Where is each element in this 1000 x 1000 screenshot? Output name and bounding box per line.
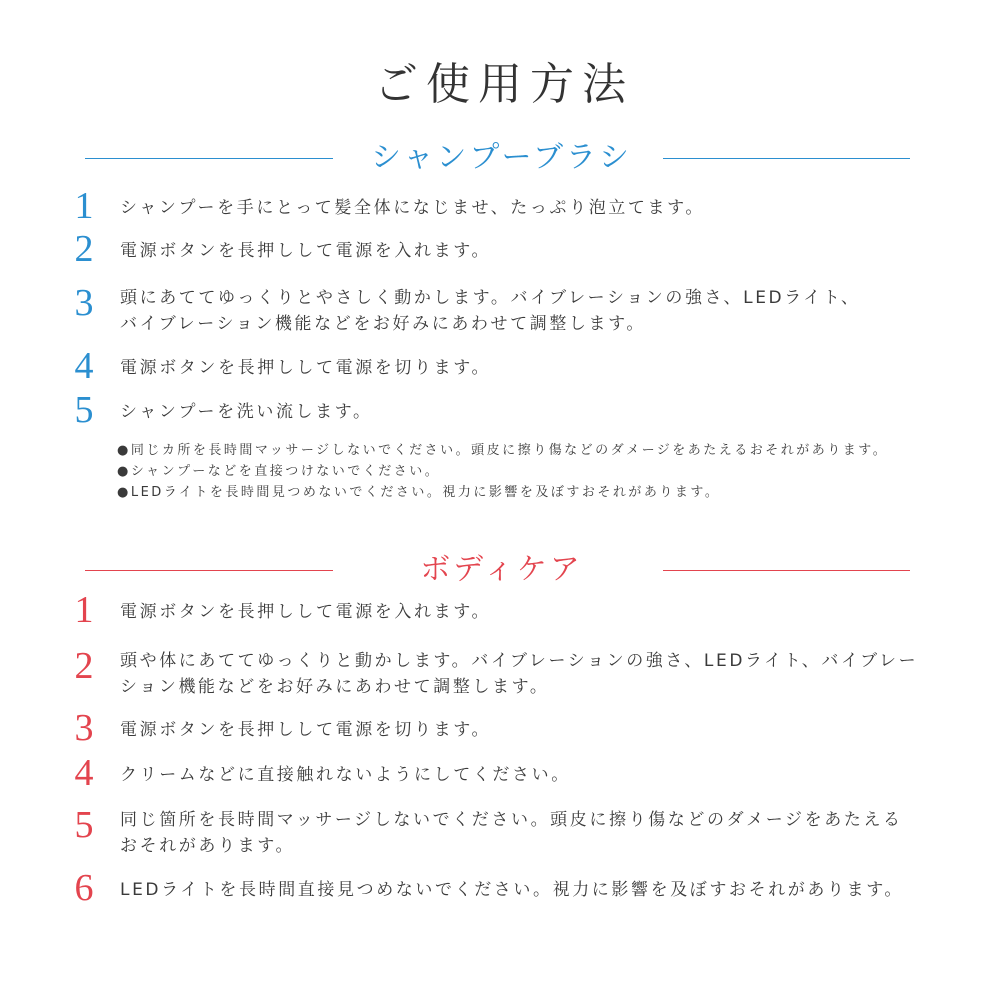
step-number: 3 (74, 282, 94, 324)
step-text (120, 648, 980, 700)
step-text-line: シャンプーを手にとって髪全体になじませ、たっぷり泡立てます。 (120, 198, 705, 218)
step-number: 2 (74, 228, 94, 270)
step-text-line: クリームなどに直接触れないようにしてください。 (120, 765, 571, 785)
step-text-line: 頭や体にあててゆっくりと動かします。バイブレーションの強さ、LEDライト、バイブレー (120, 651, 919, 671)
step-text-line: 電源ボタンを長押しして電源を切ります。 (120, 358, 492, 378)
step-text-line: おそれがあります。 (120, 836, 296, 856)
step-text (120, 238, 980, 264)
step-text (120, 399, 980, 425)
step-text-line: 電源ボタンを長押しして電源を入れます。 (120, 602, 492, 622)
step-text-line: シャンプーを洗い流します。 (120, 402, 373, 422)
step-number: 1 (74, 185, 94, 227)
caution-note: ●LEDライトを長時間見つめないでください。視力に影響を及ぼすおそれがあります。 (117, 485, 721, 500)
step-text-line: バイブレーション機能などをお好みにあわせて調整します。 (120, 314, 646, 334)
step-text (120, 762, 980, 788)
step-text-line: 電源ボタンを長押しして電源を切ります。 (120, 720, 492, 740)
step-number: 5 (74, 804, 94, 846)
step-text-line: 電源ボタンを長押しして電源を入れます。 (120, 241, 492, 261)
step-text (120, 807, 980, 859)
step-text-line: 同じ箇所を長時間マッサージしないでください。頭皮に擦り傷などのダメージをあたえる (120, 810, 903, 830)
step-text-line: LEDライトを長時間直接見つめないでください。視力に影響を及ぼすおそれがあります。 (120, 880, 905, 900)
step-text (120, 355, 980, 381)
page-title: ご使用方法 (374, 59, 634, 110)
step-number: 3 (74, 707, 94, 749)
step-text (120, 195, 980, 221)
caution-note: ●シャンプーなどを直接つけないでください。 (117, 464, 441, 479)
shampoo-caution-notes (117, 440, 987, 503)
step-text (120, 285, 980, 337)
step-text (120, 717, 980, 743)
body-section-heading: ボディケア (420, 552, 583, 587)
step-number: 4 (74, 752, 94, 794)
shampoo-section-heading: シャンプーブラシ (371, 140, 632, 175)
caution-note: ●同じカ所を長時間マッサージしないでください。頭皮に擦り傷などのダメージをあたえるおそれがあります。 (117, 443, 889, 458)
step-number: 5 (74, 389, 94, 431)
step-text (120, 599, 980, 625)
step-number: 2 (74, 645, 94, 687)
step-number: 4 (74, 345, 94, 387)
step-text (120, 877, 980, 903)
step-text-line: ション機能などをお好みにあわせて調整します。 (120, 677, 550, 697)
step-number: 6 (74, 867, 94, 909)
step-number: 1 (74, 589, 94, 631)
step-text-line: 頭にあててゆっくりとやさしく動かします。バイブレーションの強さ、LEDライト、 (120, 288, 861, 308)
